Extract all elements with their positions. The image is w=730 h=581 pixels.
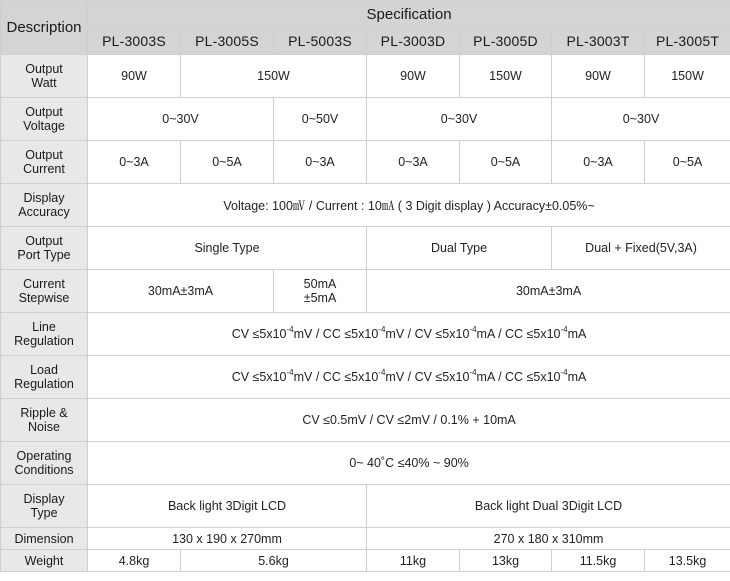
value-cell: 0~3A <box>552 141 645 184</box>
exponent: -4 <box>286 368 294 377</box>
value-cell: CV ≤0.5mV / CV ≤2mV / 0.1% + 10mA <box>88 399 730 442</box>
regulation-text: mA / CC ≤5x10 <box>476 327 561 341</box>
value-cell: 0~5A <box>645 141 730 184</box>
value-cell: 0~50V <box>274 98 367 141</box>
row-ripple-noise <box>1 399 730 442</box>
row-label: Weight <box>1 550 88 572</box>
row-output-watt <box>1 55 730 98</box>
value-cell: 0~5A <box>181 141 274 184</box>
row-label: Output Current <box>1 141 88 184</box>
value-cell: 150W <box>460 55 552 98</box>
model-header: PL-3005T <box>645 28 730 55</box>
row-output-port-type <box>1 227 730 270</box>
row-label: Display Accuracy <box>1 184 88 227</box>
exponent: -4 <box>378 368 386 377</box>
regulation-text: mA / CC ≤5x10 <box>476 370 561 384</box>
value-cell: 130 x 190 x 270mm <box>88 528 367 550</box>
value-cell: Dual Type <box>367 227 552 270</box>
description-header: Description <box>1 1 88 55</box>
row-label: Display Type <box>1 485 88 528</box>
row-current-stepwise <box>1 270 730 313</box>
row-weight <box>1 550 730 572</box>
model-header: PL-3005S <box>181 28 274 55</box>
value-cell: 13.5kg <box>645 550 730 572</box>
value-cell: 0~30V <box>552 98 730 141</box>
value-cell: Back light Dual 3Digit LCD <box>367 485 730 528</box>
value-cell: 13kg <box>460 550 552 572</box>
value-cell: 0~30V <box>367 98 552 141</box>
row-display-accuracy <box>1 184 730 227</box>
value-cell: 270 x 180 x 310mm <box>367 528 730 550</box>
value-cell: 0~5A <box>460 141 552 184</box>
row-output-voltage <box>1 98 730 141</box>
value-cell: 0~3A <box>367 141 460 184</box>
value-cell: 5.6kg <box>181 550 367 572</box>
model-header: PL-3003T <box>552 28 645 55</box>
value-cell: 0~30V <box>88 98 274 141</box>
row-label: Current Stepwise <box>1 270 88 313</box>
regulation-text: CV ≤5x10 <box>231 370 287 384</box>
regulation-text: mV / CV ≤5x10 <box>385 370 470 384</box>
value-cell: 0~3A <box>274 141 367 184</box>
exponent: -4 <box>469 368 477 377</box>
model-header: PL-3005D <box>460 28 552 55</box>
regulation-text: mA <box>567 327 587 341</box>
row-label: Ripple & Noise <box>1 399 88 442</box>
value-cell: 0~3A <box>88 141 181 184</box>
value-cell: 90W <box>552 55 645 98</box>
value-cell: 30mA±3mA <box>367 270 730 313</box>
model-header: PL-5003S <box>274 28 367 55</box>
value-cell: 11.5kg <box>552 550 645 572</box>
row-load-regulation <box>1 356 730 399</box>
exponent: -4 <box>560 325 568 334</box>
row-label: Load Regulation <box>1 356 88 399</box>
value-cell: 90W <box>88 55 181 98</box>
regulation-text: mA <box>567 370 587 384</box>
value-cell: 30mA±3mA <box>88 270 274 313</box>
value-cell: 50mA ±5mA <box>274 270 367 313</box>
row-output-current <box>1 141 730 184</box>
row-label: Operating Conditions <box>1 442 88 485</box>
model-header: PL-3003S <box>88 28 181 55</box>
exponent: -4 <box>469 325 477 334</box>
regulation-text: mV / CC ≤5x10 <box>293 327 379 341</box>
row-line-regulation <box>1 313 730 356</box>
value-cell: 11kg <box>367 550 460 572</box>
specification-header: Specification <box>88 1 730 28</box>
row-operating-conditions <box>1 442 730 485</box>
regulation-text: mV / CC ≤5x10 <box>293 370 379 384</box>
row-label: Line Regulation <box>1 313 88 356</box>
row-display-type <box>1 485 730 528</box>
row-label: Output Watt <box>1 55 88 98</box>
exponent: -4 <box>560 368 568 377</box>
value-cell: 4.8kg <box>88 550 181 572</box>
row-dimension <box>1 528 730 550</box>
row-label: Output Voltage <box>1 98 88 141</box>
regulation-value <box>88 356 730 399</box>
value-cell: 0~ 40˚C ≤40% ~ 90% <box>88 442 730 485</box>
model-header: PL-3003D <box>367 28 460 55</box>
value-cell: 150W <box>181 55 367 98</box>
row-label: Dimension <box>1 528 88 550</box>
value-cell: 90W <box>367 55 460 98</box>
regulation-value <box>88 313 730 356</box>
value-cell: Back light 3Digit LCD <box>88 485 367 528</box>
regulation-text: mV / CV ≤5x10 <box>385 327 470 341</box>
value-cell: Single Type <box>88 227 367 270</box>
value-cell: Voltage: 100㎷ / Current : 10㎃ ( 3 Digit display ) Accuracy±0.05%~ <box>88 184 730 227</box>
value-cell: 150W <box>645 55 730 98</box>
exponent: -4 <box>378 325 386 334</box>
row-label: Output Port Type <box>1 227 88 270</box>
exponent: -4 <box>286 325 294 334</box>
regulation-text: CV ≤5x10 <box>231 327 287 341</box>
value-cell: Dual + Fixed(5V,3A) <box>552 227 730 270</box>
